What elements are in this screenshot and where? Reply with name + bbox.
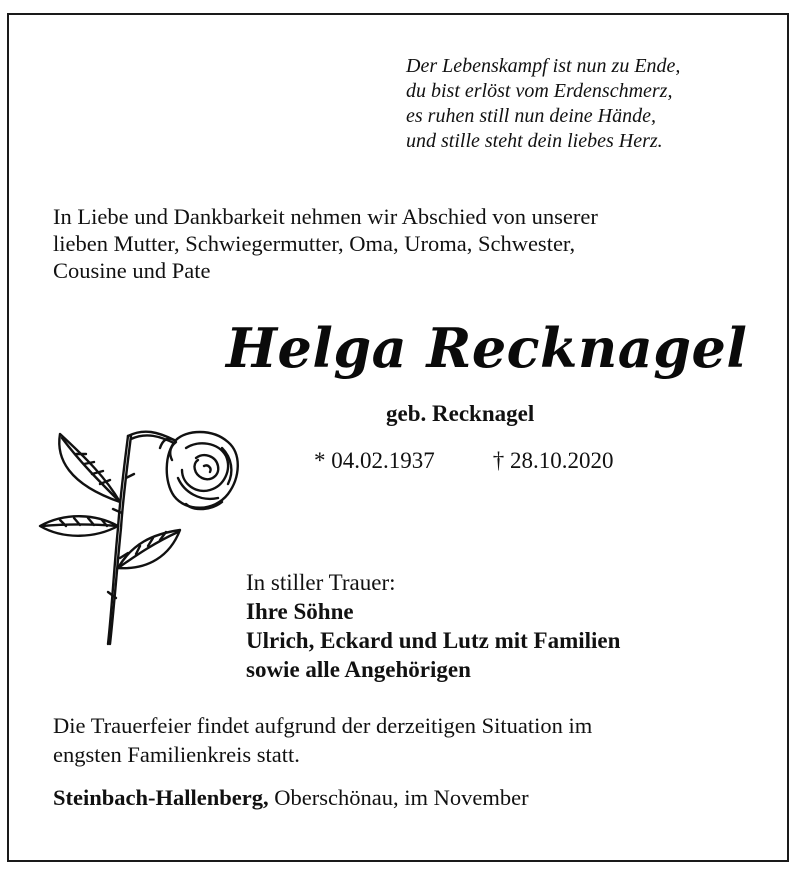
funeral-line: Die Trauerfeier findet aufgrund der derzeitigen Situation im <box>53 713 593 738</box>
poem-line: Der Lebenskampf ist nun zu Ende, <box>406 55 681 77</box>
poem-line: es ruhen still nun deine Hände, <box>406 105 656 127</box>
poem-line: und stille steht dein liebes Herz. <box>406 130 663 152</box>
poem <box>406 54 680 154</box>
intro-line: In Liebe und Dankbarkeit nehmen wir Abschied von unserer <box>53 204 598 229</box>
deceased-name: Helga Recknagel <box>226 316 748 380</box>
poem-line: du bist erlöst vom Erdenschmerz, <box>406 80 673 102</box>
birth-date: * 04.02.1937 <box>314 448 435 473</box>
intro-line: lieben Mutter, Schwiegermutter, Oma, Uroma, Schwester, <box>53 231 576 256</box>
mourners-line: Ihre Söhne <box>246 599 354 624</box>
funeral-line: engsten Familienkreis statt. <box>53 742 300 767</box>
life-dates <box>314 448 614 474</box>
mourners-intro: In stiller Trauer: <box>246 570 396 595</box>
death-date: † 28.10.2020 <box>492 448 614 473</box>
intro-line: Cousine und Pate <box>53 258 211 283</box>
place-and-date <box>53 785 529 811</box>
mourners-line: sowie alle Angehörigen <box>246 657 471 682</box>
place-rest: Oberschönau, im November <box>268 785 529 810</box>
maiden-name: geb. Recknagel <box>386 401 535 426</box>
intro-text <box>53 203 753 284</box>
funeral-notice <box>53 711 592 769</box>
place-city: Steinbach-Hallenberg, <box>53 785 269 810</box>
mourners-block <box>246 568 620 684</box>
rose-icon <box>36 418 246 648</box>
mourners-line: Ulrich, Eckard und Lutz mit Familien <box>246 628 621 653</box>
